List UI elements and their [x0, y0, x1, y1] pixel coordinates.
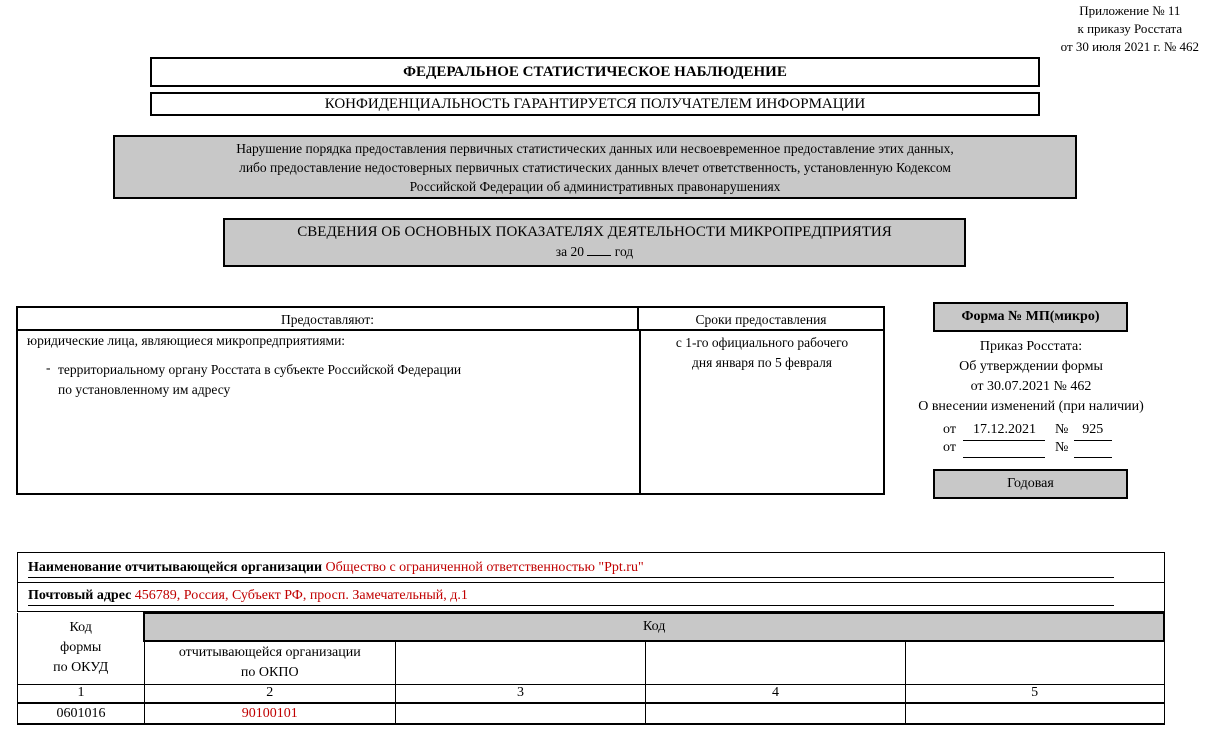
approve-date: от 30.07.2021 № 462 — [970, 379, 1092, 394]
org-name-value[interactable]: Общество с ограниченной ответственностью "Ppt.ru" — [325, 560, 644, 575]
code-value-3[interactable] — [395, 703, 646, 724]
code-header-4 — [646, 641, 906, 684]
col-number-5: 5 — [905, 684, 1164, 703]
change2-no-label: № — [1054, 440, 1069, 455]
org-name-row — [28, 558, 1114, 578]
warning-line3: Российской Федерации об административных правонарушениях — [409, 179, 781, 194]
org-address-row — [28, 586, 1114, 606]
order-label: Приказ Росстата: — [979, 339, 1083, 354]
change-from-label: от — [943, 422, 956, 437]
organization-block — [17, 552, 1165, 612]
year-prefix: за 20 — [555, 244, 584, 259]
okpo-header — [144, 641, 395, 684]
form-order-info — [895, 337, 1167, 417]
code-value-4[interactable] — [646, 703, 906, 724]
warning-line2: либо предоставление недостоверных первичных статистических данных влечет ответственность, установленную Кодексом — [239, 160, 951, 175]
appendix-line2: к приказу Росстата — [1077, 21, 1183, 36]
submitters-header: Предоставляют: — [18, 308, 639, 331]
submitters-recipient — [58, 360, 461, 400]
change2-date-field[interactable] — [963, 441, 1045, 458]
federal-header: ФЕДЕРАЛЬНОЕ СТАТИСТИЧЕСКОЕ НАБЛЮДЕНИЕ — [150, 57, 1040, 87]
org-divider — [18, 582, 1164, 583]
recipient-line2: по установленному им адресу — [58, 382, 231, 397]
okpo-value[interactable]: 90100101 — [144, 703, 395, 724]
okud-header-line1: Код — [69, 620, 92, 636]
recipient-line1: территориальному органу Росстата в субъекте Российской Федерации — [58, 362, 462, 377]
warning-box — [113, 135, 1077, 199]
col-number-1: 1 — [18, 684, 145, 703]
confidential-header: КОНФИДЕНЦИАЛЬНОСТЬ ГАРАНТИРУЕТСЯ ПОЛУЧАТЕЛЕМ ИНФОРМАЦИИ — [150, 92, 1040, 116]
warning-line1: Нарушение порядка предоставления первичных статистических данных или несвоевременное предоставление этих данных, — [236, 141, 954, 156]
change2-no-field[interactable] — [1074, 441, 1112, 458]
period-badge: Годовая — [933, 469, 1128, 499]
col-number-4: 4 — [646, 684, 906, 703]
okud-header — [18, 613, 145, 684]
codes-table — [17, 612, 1165, 725]
approve-label: Об утверждении формы — [959, 359, 1103, 374]
deadline-line2: дня января по 5 февраля — [691, 355, 833, 370]
submitters-who: юридические лица, являющиеся микропредприятиями: — [27, 333, 346, 348]
code-group-header: Код — [144, 613, 1164, 641]
year-blank[interactable] — [587, 243, 611, 256]
submission-table — [16, 306, 885, 495]
report-title-box — [223, 218, 966, 267]
change2-from-label: от — [943, 440, 956, 455]
appendix-line3: от 30 июля 2021 г. № 462 — [1060, 39, 1199, 54]
appendix-note — [1061, 2, 1199, 56]
org-address-label: Почтовый адрес — [28, 588, 132, 603]
report-title: СВЕДЕНИЯ ОБ ОСНОВНЫХ ПОКАЗАТЕЛЯХ ДЕЯТЕЛЬНОСТИ МИКРОПРЕДПРИЯТИЯ — [297, 224, 892, 240]
change-date-field[interactable]: 17.12.2021 — [963, 420, 1045, 441]
change-row-2 — [943, 438, 1112, 458]
change-no-label: № — [1054, 422, 1069, 437]
report-year — [225, 242, 964, 261]
okpo-header-line1: отчитывающейся организации — [178, 644, 361, 660]
org-name-label: Наименование отчитывающейся организации — [28, 560, 323, 575]
form-number: Форма № МП(микро) — [933, 302, 1128, 332]
code-header-3 — [395, 641, 646, 684]
okud-header-line3: по ОКУД — [53, 660, 109, 676]
deadline-header: Сроки предоставления — [639, 308, 883, 331]
deadline-line1: с 1-го официального рабочего — [675, 335, 849, 350]
org-address-value[interactable]: 456789, Россия, Субъект РФ, просп. Замечательный, д.1 — [134, 588, 468, 603]
col-number-3: 3 — [395, 684, 646, 703]
changes-label: О внесении изменений (при наличии) — [918, 399, 1144, 414]
deadline-text — [641, 333, 883, 373]
submitters-dash: - — [46, 360, 51, 375]
code-value-5[interactable] — [905, 703, 1164, 724]
change-no-field[interactable]: 925 — [1074, 420, 1112, 441]
year-suffix: год — [614, 244, 634, 259]
okud-header-line2: формы — [60, 640, 102, 656]
col-number-2: 2 — [144, 684, 395, 703]
appendix-line1: Приложение № 11 — [1079, 3, 1181, 18]
okpo-header-line2: по ОКПО — [240, 664, 299, 680]
code-header-5 — [905, 641, 1164, 684]
okud-value[interactable]: 0601016 — [18, 703, 145, 724]
